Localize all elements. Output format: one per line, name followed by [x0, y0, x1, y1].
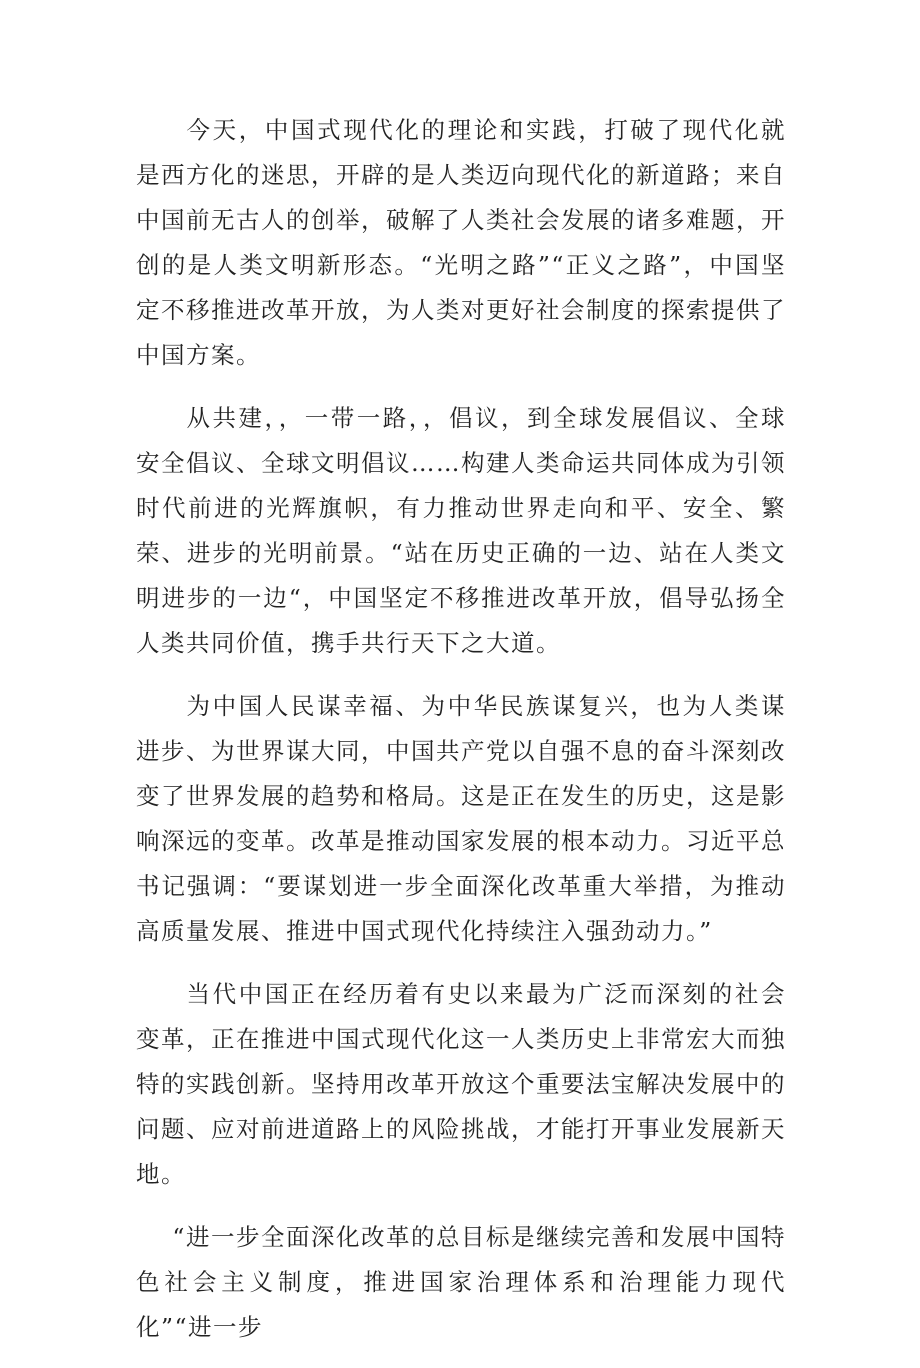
paragraph-2: 从共建，，一带一路，，倡议，到全球发展倡议、全球安全倡议、全球文明倡议……构建人类命运共同体成为引领时代前进的光辉旗帜，有力推动世界走向和平、安全、繁荣、进步的光明前景。“站在历史正确的一边、站在人类文明进步的一边“，中国坚定不移推进改革开放，倡导弘扬全人类共同价值，携手共行天下之大道。: [136, 404, 786, 657]
paragraph-1: 今天，中国式现代化的理论和实践，打破了现代化就是西方化的迷思，开辟的是人类迈向现代化的新道路；来自中国前无古人的创举，破解了人类社会发展的诸多难题，开创的是人类文明新形态。“光明之路”“正义之路”，中国坚定不移推进改革开放，为人类对更好社会制度的探索提供了中国方案。: [136, 116, 786, 369]
paragraph-5: “进一步全面深化改革的总目标是继续完善和发展中国特色社会主义制度，推进国家治理体系和治理能力现代化”“进一步: [136, 1223, 786, 1341]
paragraph-3: 为中国人民谋幸福、为中华民族谋复兴，也为人类谋进步、为世界谋大同，中国共产党以自强不息的奋斗深刻改变了世界发展的趋势和格局。这是正在发生的历史，这是影响深远的变革。改革是推动国家发展的根本动力。习近平总书记强调：“要谋划进一步全面深化改革重大举措，为推动高质量发展、推进中国式现代化持续注入强劲动力。”: [136, 692, 786, 945]
article-body: [136, 108, 786, 1368]
paragraph-4: 当代中国正在经历着有史以来最为广泛而深刻的社会变革，正在推进中国式现代化这一人类历史上非常宏大而独特的实践创新。坚持用改革开放这个重要法宝解决发展中的问题、应对前进道路上的风险挑战，才能打开事业发展新天地。: [136, 980, 786, 1188]
